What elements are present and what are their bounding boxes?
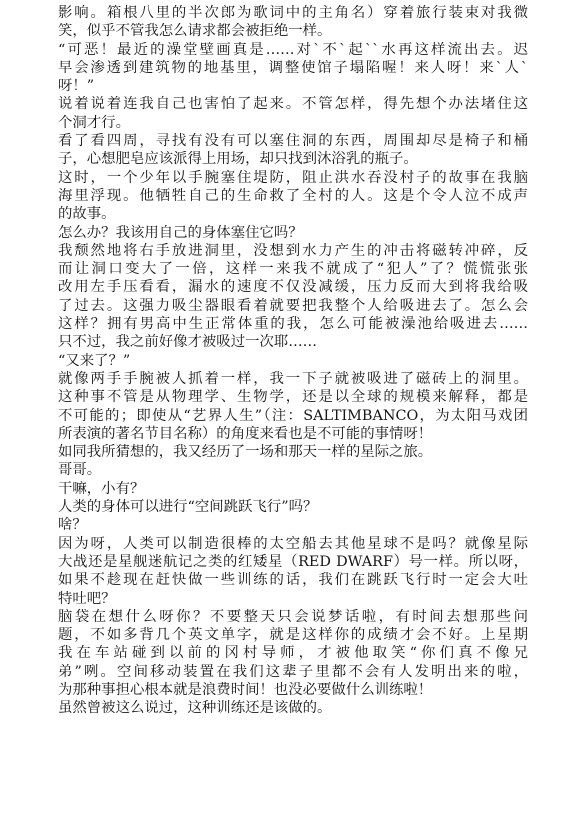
text-line: 怎么办？我该用自己的身体塞住它吗？: [58, 224, 303, 241]
text-line: 大战还是星舰迷航记之类的红矮星（RED DWARF）号一样。所以呀，: [58, 553, 528, 570]
text-line: 海里浮现。他牺牲自己的生命救了全村的人。这是个令人泣不成声: [58, 187, 528, 204]
text-line: 影响。箱根八里的半次郎为歌词中的主角名）穿着旅行装束对我微: [58, 5, 528, 21]
text-line: 为那种事担心根本就是浪费时间！也没必要做什么训练啦！: [58, 681, 433, 698]
text-line: 改用左手压看看，漏水的速度不仅没减缓，压力反而大到将我给吸: [58, 279, 528, 296]
text-line: 这种事不管是从物理学、生物学，还是以全球的规模来解释，都是: [58, 389, 528, 406]
text-line: 弟”咧。空间移动装置在我们这辈子里都不会有人发明出来的啦，: [58, 663, 528, 680]
text-line: 个洞才行。: [58, 114, 130, 131]
text-line: 的故事。: [58, 206, 116, 223]
text-line: 只不过，我之前好像才被吸过一次耶……: [58, 334, 318, 351]
text-line: 因为呀，人类可以制造很棒的太空船去其他星球不是吗？就像星际: [58, 535, 528, 552]
text-line: 笑，似乎不管我怎么请求都会被拒绝一样。: [58, 23, 332, 40]
text-line: “可恶！最近的澡堂壁画真是……对`不`起``水再这样流出去。迟: [58, 41, 528, 58]
text-line: 如果不趁现在赶快做一些训练的话，我们在跳跃飞行时一定会大吐: [58, 572, 528, 589]
text-line: 看了看四周，寻找有没有可以塞住洞的东西，周围却尽是椅子和桶: [58, 133, 528, 150]
text-line: 干嘛，小有？: [58, 480, 145, 497]
text-line: 哥哥。: [58, 462, 102, 479]
text-line: 我颓然地将右手放进洞里，没想到水力产生的冲击将磁转冲碎，反: [58, 242, 528, 259]
text-line: 题，不如多背几个英文单字，就是这样你的成绩才会不好。上星期: [58, 627, 528, 644]
text-line: 啥？: [58, 517, 87, 534]
text-line: “又来了？”: [58, 352, 131, 369]
text-line: 虽然曾被这么说过，这种训练还是该做的。: [58, 700, 332, 717]
text-line: 了过去。这强力吸尘器眼看着就要把我整个人给吸进去了。怎么会: [58, 297, 528, 314]
text-line: 人类的身体可以进行“空间跳跃飞行”吗？: [58, 499, 318, 516]
text-line: 脑袋在想什么呀你？不要整天只会说梦话啦，有时间去想那些问: [58, 608, 528, 625]
text-line: 这时，一个少年以手腕塞住堤防，阻止洪水吞没村子的故事在我脑: [58, 169, 528, 186]
document-body: [58, 4, 528, 718]
text-line: 呀！”: [58, 78, 95, 95]
text-line: 我在车站碰到以前的冈村导师，才被他取笑“你们真不像兄: [58, 645, 528, 662]
text-line: 这样？拥有男高中生正常体重的我，怎么可能被澡池给吸进去……: [58, 316, 528, 333]
text-line: 不可能的；即使从“艺界人生”（注：SALTIMBANCO，为太阳马戏团: [58, 407, 528, 424]
text-line: 所表演的著名节目名称）的角度来看也是不可能的事情呀！: [58, 425, 433, 442]
text-line: 就像两手手腕被人抓着一样，我一下子就被吸进了磁砖上的洞里。: [58, 370, 528, 387]
text-line: 而让洞口变大了一倍，这样一来我不就成了“犯人”了？慌慌张张: [58, 261, 528, 278]
text-line: 子，心想肥皂应该派得上用场，却只找到沐浴乳的瓶子。: [58, 151, 418, 168]
text-line: 说着说着连我自己也害怕了起来。不管怎样，得先想个办法堵住这: [58, 96, 528, 113]
text-line: 特吐吧？: [58, 590, 116, 607]
text-line: 如同我所猜想的，我又经历了一场和那天一样的星际之旅。: [58, 444, 433, 461]
text-line: 早会渗透到建筑物的地基里，调整使馆子塌陷喔！来人呀！来`人`: [58, 59, 528, 76]
